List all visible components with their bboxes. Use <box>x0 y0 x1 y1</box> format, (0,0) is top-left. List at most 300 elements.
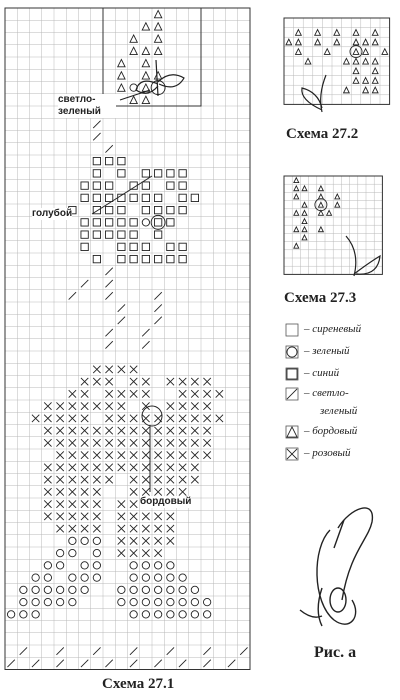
slash-symbol <box>7 660 14 667</box>
cross-symbol <box>167 525 174 532</box>
label-light-green <box>58 94 116 118</box>
circle-symbol <box>142 574 149 581</box>
cross-symbol <box>142 427 149 434</box>
cross-symbol <box>167 439 174 446</box>
slash-symbol <box>105 292 112 299</box>
cross-symbol <box>56 451 63 458</box>
square-symbol <box>118 157 125 164</box>
cross-symbol <box>191 476 198 483</box>
circle-symbol <box>56 549 63 556</box>
circle-symbol <box>118 598 125 605</box>
cross-symbol <box>130 427 137 434</box>
square-symbol <box>118 243 125 250</box>
slash-symbol <box>105 329 112 336</box>
square-symbol <box>142 194 149 201</box>
circle-symbol <box>44 574 51 581</box>
triangle-symbol <box>302 235 307 240</box>
circle-symbol <box>154 586 161 593</box>
cross-symbol <box>167 378 174 385</box>
circle-symbol <box>93 549 100 556</box>
cross-symbol <box>56 439 63 446</box>
cross-symbol <box>118 415 125 422</box>
cross-symbol <box>179 488 186 495</box>
square-symbol <box>179 255 186 262</box>
circle-symbol <box>167 562 174 569</box>
cross-symbol <box>142 525 149 532</box>
cross-symbol <box>216 415 223 422</box>
cross-symbol <box>81 513 88 520</box>
cross-symbol <box>69 390 76 397</box>
cross-symbol <box>93 476 100 483</box>
circle-symbol <box>69 537 76 544</box>
triangle-symbol <box>344 58 350 64</box>
triangle-symbol <box>305 58 311 64</box>
cross-symbol <box>105 439 112 446</box>
cross-symbol <box>130 439 137 446</box>
cross-symbol <box>154 476 161 483</box>
square-symbol <box>93 255 100 262</box>
cross-symbol <box>142 513 149 520</box>
slash-symbol <box>154 660 161 667</box>
circle-symbol <box>191 598 198 605</box>
cross-symbol <box>93 439 100 446</box>
caption-scheme-27-1: Схема 27.1 <box>102 676 175 692</box>
cross-symbol <box>216 390 223 397</box>
cross-symbol <box>44 415 51 422</box>
square-symbol <box>142 206 149 213</box>
circle-symbol <box>179 611 186 618</box>
square-symbol <box>81 182 88 189</box>
circle-symbol <box>81 537 88 544</box>
circle-symbol <box>20 586 27 593</box>
circle-symbol <box>69 586 76 593</box>
cross-symbol <box>81 378 88 385</box>
cross-symbol <box>142 488 149 495</box>
cross-symbol <box>118 390 125 397</box>
cross-symbol <box>93 525 100 532</box>
slash-symbol <box>105 280 112 287</box>
legend-item-burgundy <box>284 424 396 442</box>
triangle-symbol <box>372 58 378 64</box>
square-symbol <box>167 243 174 250</box>
cross-symbol <box>142 464 149 471</box>
circle-symbol <box>118 586 125 593</box>
slash-symbol <box>32 660 39 667</box>
legend-text-lilac: – сиреневый <box>304 323 362 335</box>
circle-symbol <box>81 562 88 569</box>
cross-symbol <box>142 451 149 458</box>
cross-symbol <box>69 513 76 520</box>
caption-scheme-27-3: Схема 27.3 <box>284 290 357 306</box>
cross-symbol <box>118 513 125 520</box>
circle-symbol <box>32 598 39 605</box>
triangle-symbol <box>142 59 149 66</box>
circle-symbol <box>81 586 88 593</box>
cross-symbol <box>203 451 210 458</box>
triangle-symbol <box>302 219 307 224</box>
circle-symbol <box>69 574 76 581</box>
cross-symbol <box>154 464 161 471</box>
scheme-27-3-grid <box>284 176 382 274</box>
slash-symbol <box>130 647 137 654</box>
triangle-symbol <box>318 227 323 232</box>
slash-symbol <box>81 280 88 287</box>
triangle-symbol <box>315 39 321 45</box>
triangle-symbol <box>363 78 369 84</box>
cross-symbol <box>191 415 198 422</box>
triangle-symbol <box>294 227 299 232</box>
cross-symbol <box>191 402 198 409</box>
triangle-symbol <box>315 30 321 36</box>
cross-symbol <box>130 513 137 520</box>
circle-symbol <box>203 611 210 618</box>
square-symbol <box>179 194 186 201</box>
cross-symbol <box>191 451 198 458</box>
cross-symbol <box>56 513 63 520</box>
cross-symbol <box>105 451 112 458</box>
cross-symbol <box>69 476 76 483</box>
leaf-drawing-27-3 <box>346 236 380 276</box>
cross-symbol <box>167 451 174 458</box>
legend-text-blue: – синий <box>304 367 340 379</box>
cross-symbol <box>142 439 149 446</box>
cross-symbol <box>44 513 51 520</box>
cross-symbol <box>142 378 149 385</box>
legend-text-light-green: – светло- <box>304 387 349 399</box>
cross-symbol <box>154 513 161 520</box>
cross-symbol <box>32 415 39 422</box>
cross-symbol <box>179 390 186 397</box>
cross-symbol <box>203 402 210 409</box>
square-symbol <box>142 255 149 262</box>
cross-symbol <box>105 476 112 483</box>
triangle-symbol <box>372 68 378 74</box>
triangle-symbol <box>154 47 161 54</box>
triangle-symbol <box>335 202 340 207</box>
triangle-symbol <box>353 30 359 36</box>
cross-symbol <box>81 488 88 495</box>
circle-symbol <box>32 586 39 593</box>
cross-symbol <box>105 427 112 434</box>
legend-item-blue <box>284 366 396 384</box>
cross-symbol <box>130 366 137 373</box>
square-symbol <box>130 243 137 250</box>
slash-symbol <box>179 660 186 667</box>
legend-text-light-green-2: зеленый <box>320 405 358 417</box>
square-symbol <box>130 194 137 201</box>
cross-symbol <box>56 402 63 409</box>
cross-symbol <box>179 476 186 483</box>
cross-symbol <box>179 378 186 385</box>
cross-symbol <box>203 378 210 385</box>
circle-symbol <box>167 598 174 605</box>
circle-symbol <box>56 586 63 593</box>
circle-symbol <box>142 611 149 618</box>
triangle-symbol <box>318 186 323 191</box>
cross-symbol <box>105 415 112 422</box>
cross-symbol <box>81 415 88 422</box>
triangle-symbol <box>294 178 299 183</box>
cross-symbol <box>142 390 149 397</box>
triangle-symbol <box>130 47 137 54</box>
cross-symbol <box>203 427 210 434</box>
cross-symbol <box>154 488 161 495</box>
cross-symbol <box>142 476 149 483</box>
square-symbol <box>154 206 161 213</box>
square-symbol <box>105 194 112 201</box>
triangle-symbol <box>344 87 350 93</box>
square-symbol <box>167 182 174 189</box>
cross-symbol <box>69 500 76 507</box>
triangle-symbol <box>334 30 340 36</box>
triangle-symbol <box>318 210 323 215</box>
slash-symbol <box>56 660 63 667</box>
cross-symbol <box>130 525 137 532</box>
legend-item-pink <box>284 446 396 464</box>
slash-symbol <box>228 660 235 667</box>
cross-symbol <box>118 464 125 471</box>
cross-symbol <box>167 476 174 483</box>
slash-symbol <box>154 304 161 311</box>
label-light-green-line1: светло- <box>58 94 96 105</box>
circle-symbol <box>7 611 14 618</box>
triangle-symbol <box>318 194 323 199</box>
circle-symbol <box>142 598 149 605</box>
slash-symbol <box>93 121 100 128</box>
cross-symbol <box>203 439 210 446</box>
cross-symbol <box>179 415 186 422</box>
cross-symbol <box>179 427 186 434</box>
cross-symbol <box>44 488 51 495</box>
cross-symbol <box>203 390 210 397</box>
cross-symbol <box>44 464 51 471</box>
cross-symbol <box>130 390 137 397</box>
triangle-symbol <box>353 49 359 55</box>
main-chart-grid <box>5 8 250 670</box>
circle-symbol <box>32 611 39 618</box>
scheme-27-2-grid <box>284 18 390 104</box>
caption-scheme-27-2: Схема 27.2 <box>286 126 359 142</box>
square-symbol <box>179 170 186 177</box>
triangle-symbol <box>363 87 369 93</box>
cross-symbol <box>69 402 76 409</box>
cross-symbol <box>56 476 63 483</box>
cross-symbol <box>118 366 125 373</box>
slash-symbol <box>130 660 137 667</box>
square-symbol <box>118 255 125 262</box>
triangle-symbol <box>327 210 332 215</box>
cross-symbol <box>105 366 112 373</box>
circle-symbol <box>44 598 51 605</box>
cross-symbol <box>130 464 137 471</box>
callout-leaders <box>92 90 162 492</box>
triangle-symbol <box>142 23 149 30</box>
circle-symbol <box>142 586 149 593</box>
cross-symbol <box>154 525 161 532</box>
cross-symbol <box>130 549 137 556</box>
square-symbol <box>154 255 161 262</box>
cross-symbol <box>44 500 51 507</box>
triangle-symbol <box>353 68 359 74</box>
square-symbol <box>81 219 88 226</box>
cross-symbol <box>130 488 137 495</box>
cross-symbol <box>130 537 137 544</box>
square-symbol <box>118 206 125 213</box>
triangle-symbol <box>294 186 299 191</box>
square-symbol <box>130 255 137 262</box>
square-symbol <box>105 219 112 226</box>
cross-symbol <box>191 378 198 385</box>
slash-symbol <box>93 133 100 140</box>
cross-symbol <box>44 402 51 409</box>
triangle-symbol <box>382 49 388 55</box>
slash-symbol <box>105 145 112 152</box>
cross-symbol <box>154 537 161 544</box>
circle-symbol <box>69 598 76 605</box>
triangle-symbol <box>296 30 302 36</box>
cross-symbol <box>167 464 174 471</box>
circle-symbol <box>69 549 76 556</box>
square-symbol <box>93 219 100 226</box>
square-symbol <box>154 194 161 201</box>
triangle-symbol <box>372 78 378 84</box>
slash-symbol <box>240 647 247 654</box>
slash-symbol <box>69 292 76 299</box>
circle-symbol <box>130 574 137 581</box>
legend-text-burgundy: – бордовый <box>304 425 358 437</box>
triangle-symbol <box>302 210 307 215</box>
square-symbol <box>81 243 88 250</box>
circle-symbol <box>93 537 100 544</box>
slash-symbol <box>118 317 125 324</box>
square-symbol <box>105 206 112 213</box>
triangle-symbol <box>286 39 292 45</box>
cross-symbol <box>93 500 100 507</box>
cross-symbol <box>191 390 198 397</box>
triangle-symbol <box>334 39 340 45</box>
square-symbol <box>118 219 125 226</box>
square-symbol <box>167 206 174 213</box>
legend-item-green <box>284 344 396 362</box>
slash-symbol <box>203 647 210 654</box>
triangle-symbol <box>294 243 299 248</box>
square-symbol <box>105 157 112 164</box>
cross-symbol <box>118 439 125 446</box>
slash-symbol <box>81 660 88 667</box>
square-symbol <box>154 219 161 226</box>
legend-text-pink: – розовый <box>304 447 351 459</box>
triangle-symbol <box>363 39 369 45</box>
cross-symbol <box>203 415 210 422</box>
triangle-symbol <box>363 58 369 64</box>
legend-item-lilac <box>284 322 396 340</box>
circle-symbol <box>142 562 149 569</box>
cross-symbol <box>56 464 63 471</box>
circle-symbol <box>167 586 174 593</box>
caption-figure-a: Рис. а <box>314 644 357 661</box>
cross-symbol <box>81 500 88 507</box>
triangle-symbol <box>363 49 369 55</box>
cross-symbol <box>105 402 112 409</box>
label-blue: голубой <box>32 208 73 219</box>
triangle-symbol <box>318 202 323 207</box>
square-symbol <box>93 182 100 189</box>
slash-symbol <box>56 647 63 654</box>
cross-symbol <box>167 427 174 434</box>
cross-symbol <box>81 427 88 434</box>
cross-symbol <box>179 464 186 471</box>
circle-symbol <box>154 562 161 569</box>
circle-symbol <box>130 562 137 569</box>
slash-symbol <box>105 341 112 348</box>
cross-symbol <box>154 427 161 434</box>
cross-symbol <box>93 402 100 409</box>
square-symbol <box>179 243 186 250</box>
circle-symbol <box>130 586 137 593</box>
cross-symbol <box>81 402 88 409</box>
cross-symbol <box>56 415 63 422</box>
circle-symbol <box>44 562 51 569</box>
square-symbol <box>130 231 137 238</box>
cross-symbol <box>93 513 100 520</box>
cross-symbol <box>56 500 63 507</box>
triangle-symbol <box>353 39 359 45</box>
circle-symbol <box>203 598 210 605</box>
square-symbol <box>191 194 198 201</box>
square-symbol <box>81 231 88 238</box>
circle-symbol <box>154 574 161 581</box>
cross-symbol <box>118 402 125 409</box>
square-symbol <box>167 255 174 262</box>
needle-thread-drawing <box>300 508 372 626</box>
triangle-symbol <box>372 87 378 93</box>
slash-symbol <box>105 268 112 275</box>
cross-symbol <box>81 476 88 483</box>
square-symbol <box>118 170 125 177</box>
cross-symbol <box>93 427 100 434</box>
square-symbol <box>81 194 88 201</box>
circle-symbol <box>32 574 39 581</box>
slash-symbol <box>142 329 149 336</box>
cross-symbol <box>81 464 88 471</box>
cross-symbol <box>179 451 186 458</box>
circle-symbol <box>130 611 137 618</box>
triangle-symbol <box>154 23 161 30</box>
cross-symbol <box>93 378 100 385</box>
triangle-symbol <box>302 202 307 207</box>
cross-symbol <box>93 366 100 373</box>
cross-symbol <box>81 390 88 397</box>
square-symbol <box>105 231 112 238</box>
cross-symbol <box>118 537 125 544</box>
cross-symbol <box>118 500 125 507</box>
cross-symbol <box>118 525 125 532</box>
square-symbol <box>179 182 186 189</box>
circle-symbol <box>154 598 161 605</box>
cross-symbol <box>44 427 51 434</box>
square-symbol <box>154 231 161 238</box>
cross-symbol <box>69 464 76 471</box>
circle-symbol <box>191 586 198 593</box>
triangle-symbol <box>372 39 378 45</box>
cross-symbol <box>69 451 76 458</box>
cross-symbol <box>69 427 76 434</box>
circle-symbol <box>154 611 161 618</box>
triangle-symbol <box>324 49 330 55</box>
cross-symbol <box>93 488 100 495</box>
cross-symbol <box>81 525 88 532</box>
circle-symbol <box>93 574 100 581</box>
